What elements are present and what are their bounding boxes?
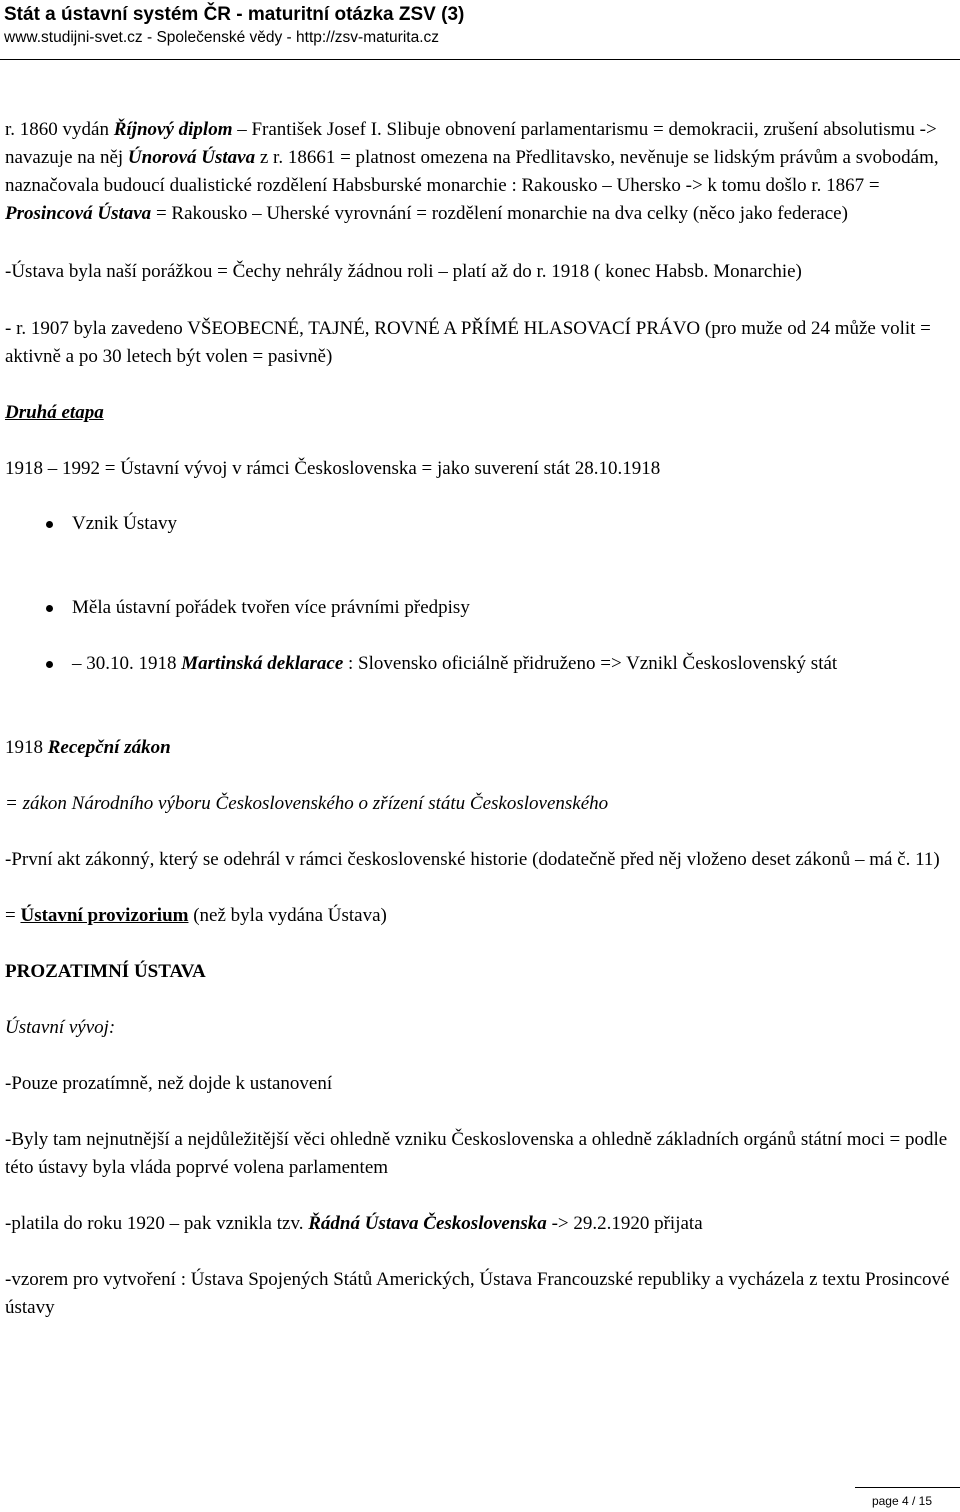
bullet-icon	[46, 605, 53, 612]
paragraph-ustavni-vyvoj-1918: 1918 – 1992 = Ústavní vývoj v rámci Československa = jako suverení stát 28.10.1918	[5, 458, 661, 479]
list-item	[5, 650, 950, 678]
text-span: z r. 18661 = platnost omezena na Předlitavsko, nevěnuje se lidským právům a svobodám, naznačovala budoucí dualistické rozdělení Habsburské monarchie : Rakousko – Uhersko -> k tomu došlo r. 1867 =	[5, 147, 939, 196]
paragraph-hlasovaci-pravo: - r. 1907 byla zavedeno VŠEOBECNÉ, TAJNÉ, ROVNÉ A PŘÍMÉ HLASOVACÍ PRÁVO (pro muže od 24 může volit = aktivně a po 30 letech být volen = pasivně)	[5, 318, 931, 367]
text-span: r. 1860 vydán	[5, 119, 114, 140]
text-span: (než byla vydána Ústava)	[188, 905, 387, 926]
label-ustavni-vyvoj: Ústavní vývoj:	[5, 1017, 116, 1038]
list-item-text: : Slovensko oficiálně přidruženo => Vznikl Československý stát	[343, 653, 838, 674]
paragraph-vzorem: -vzorem pro vytvoření : Ústava Spojených Států Amerických, Ústava Francouzské republiky a vycházela z textu Prosincové ústavy	[5, 1269, 950, 1318]
paragraph-diplom	[5, 116, 950, 228]
term-unorova-ustava: Únorová Ústava	[127, 147, 256, 168]
heading-druha-etapa: Druhá etapa	[5, 402, 104, 423]
text-span: = Rakousko – Uherské vyrovnání = rozdělení monarchie na dva celky (něco jako federace)	[151, 203, 848, 224]
text-span: 1918	[5, 737, 48, 758]
bullet-icon	[46, 521, 53, 528]
paragraph-recepcni-zakon	[5, 734, 950, 762]
bullet-icon	[46, 661, 53, 668]
text-span: -platila do roku 1920 – pak vznikla tzv.	[5, 1213, 309, 1234]
paragraph-platila-do-1920	[5, 1210, 950, 1238]
paragraph-nejnutnejsi: -Byly tam nejnutnější a nejdůležitější věci ohledně vzniku Československa a ohledně základních orgánů státní moci = podle této ústavy byla vláda poprvé volena parlamentem	[5, 1129, 948, 1178]
paragraph-ustavni-provizorium	[5, 902, 950, 930]
term-rijnovy-diplom: Říjnový diplom	[113, 119, 233, 140]
term-prosincova-ustava: Prosincová Ústava	[5, 203, 152, 224]
document-body	[5, 116, 950, 1322]
page-header	[4, 2, 954, 48]
term-ustavni-provizorium: Ústavní provizorium	[20, 905, 189, 926]
list-item	[5, 594, 950, 622]
document-title: Stát a ústavní systém ČR - maturitní otázka ZSV (3)	[4, 4, 465, 25]
footer-divider	[855, 1487, 960, 1488]
list-item-text: Vznik Ústavy	[72, 513, 178, 534]
heading-prozatimni-ustava: PROZATIMNÍ ÚSTAVA	[5, 961, 206, 982]
list-item	[5, 510, 950, 538]
paragraph-prvni-akt: -První akt zákonný, který se odehrál v rámci československé historie (dodatečně před něj vloženo deset zákonů – má č. 11)	[5, 849, 940, 870]
list-item-text: Měla ústavní pořádek tvořen více právními předpisy	[72, 597, 470, 618]
paragraph-porazka: -Ústava byla naší porážkou = Čechy nehrály žádnou roli – platí až do r. 1918 ( konec Habsb. Monarchie)	[5, 261, 802, 282]
header-divider	[0, 59, 960, 60]
page-number: page 4 / 15	[871, 1494, 932, 1508]
text-span: -> 29.2.1920 přijata	[546, 1213, 703, 1234]
term-radna-ustava: Řádná Ústava Československa	[308, 1213, 547, 1234]
term-martinska-deklarace: Martinská deklarace	[181, 653, 344, 674]
paragraph-prozatimne: -Pouze prozatímně, než dojde k ustanovení	[5, 1073, 333, 1094]
text-span: – František Josef I. Slibuje obnovení parlamentarismu = demokracii, zrušení absolutismu -> navazuje na něj	[5, 119, 937, 168]
list-item-text: – 30.10. 1918	[72, 653, 182, 674]
term-recepcni-zakon: Recepční zákon	[47, 737, 171, 758]
text-span: =	[5, 905, 21, 926]
document-subtitle: www.studijni-svet.cz - Společenské vědy - http://zsv-maturita.cz	[4, 29, 440, 46]
paragraph-zakon-narodniho-vyboru: = zákon Národního výboru Československého o zřízení státu Československého	[5, 793, 609, 814]
